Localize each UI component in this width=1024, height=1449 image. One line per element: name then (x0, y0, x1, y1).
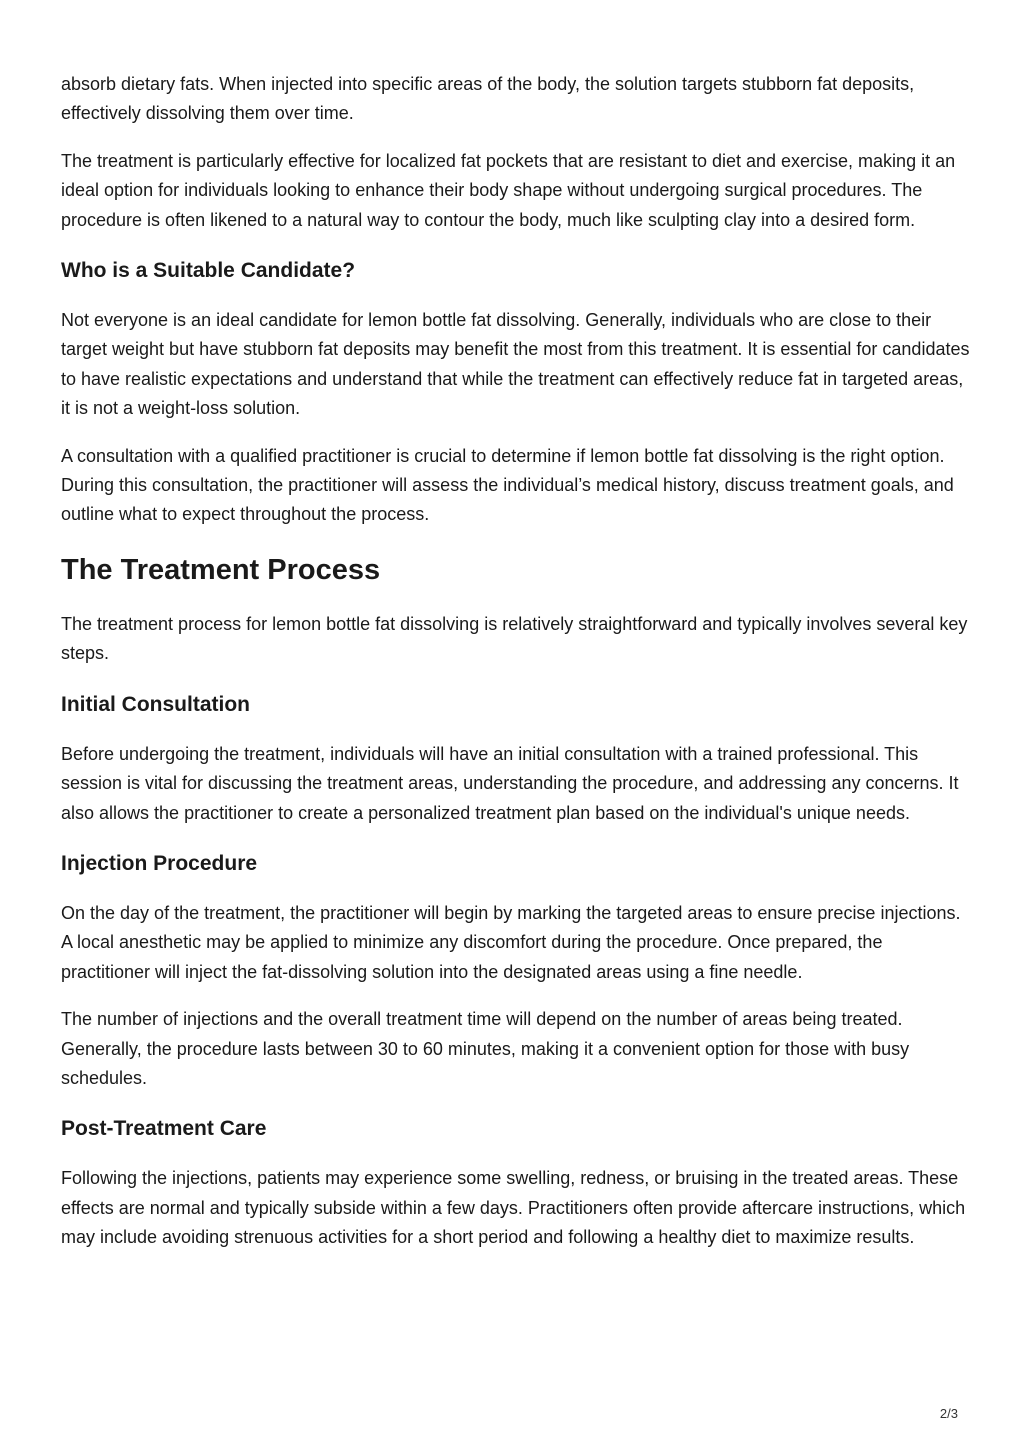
paragraph-localized-fat: The treatment is particularly effective for localized fat pockets that are resistant to diet and exercise, making it an ideal option for individuals looking to enhance their body shape without undergoing surgical procedures. The procedure is often likened to a natural way to contour the body, much like sculpting clay into a desired form. (61, 150, 956, 230)
paragraph-candidate: Not everyone is an ideal candidate for lemon bottle fat dissolving. Generally, individuals who are close to their target weight but have stubborn fat deposits may benefit the most from this treatment. It is essential for candidates to have realistic expectations and understand that while the treatment can effectively reduce fat in targeted areas, it is not a weight-loss solution. (61, 310, 970, 419)
heading-initial-consultation: Initial Consultation (61, 692, 250, 716)
paragraph-injection-day: On the day of the treatment, the practitioner will begin by marking the targeted areas to ensure precise injections. A local anesthetic may be applied to minimize any discomfort during the procedure. Once prepared, the practitioner will inject the fat-dissolving solution into the designated areas using a fine needle. (61, 902, 961, 982)
paragraph-post-treatment: Following the injections, patients may experience some swelling, redness, or bruising in the treated areas. These effects are normal and typically subside within a few days. Practitioners often provide aftercare instructions, which may include avoiding strenuous activities for a short period and following a healthy diet to maximize results. (61, 1168, 966, 1248)
heading-suitable-candidate: Who is a Suitable Candidate? (61, 259, 356, 283)
paragraph-injection-duration: The number of injections and the overall treatment time will depend on the number of areas being treated. Generally, the procedure lasts between 30 to 60 minutes, making it a convenient option for those with busy schedules. (61, 1009, 910, 1088)
heading-treatment-process: The Treatment Process (61, 553, 381, 586)
paragraph-initial-consultation: Before undergoing the treatment, individuals will have an initial consultation with a trained professional. This session is vital for discussing the treatment areas, understanding the procedure, and addressing any concerns. It also allows the practitioner to create a personalized treatment plan based on the individual's unique needs. (61, 743, 959, 823)
heading-post-treatment-care: Post-Treatment Care (61, 1117, 267, 1141)
paragraph-process-intro: The treatment process for lemon bottle fat dissolving is relatively straightforward and typically involves several key steps. (61, 613, 968, 664)
paragraph-solution-intro: absorb dietary fats. When injected into specific areas of the body, the solution targets stubborn fat deposits, effectively dissolving them over time. (61, 74, 915, 124)
heading-injection-procedure: Injection Procedure (61, 851, 258, 875)
paragraph-consultation-crucial: A consultation with a qualified practitioner is crucial to determine if lemon bottle fat dissolving is the right option. During this consultation, the practitioner will assess the individual’s medical history, discuss treatment goals, and outline what to expect throughout the process. (61, 445, 954, 525)
document-page (61, 70, 971, 1253)
page-number: 2/3 (939, 1406, 958, 1421)
